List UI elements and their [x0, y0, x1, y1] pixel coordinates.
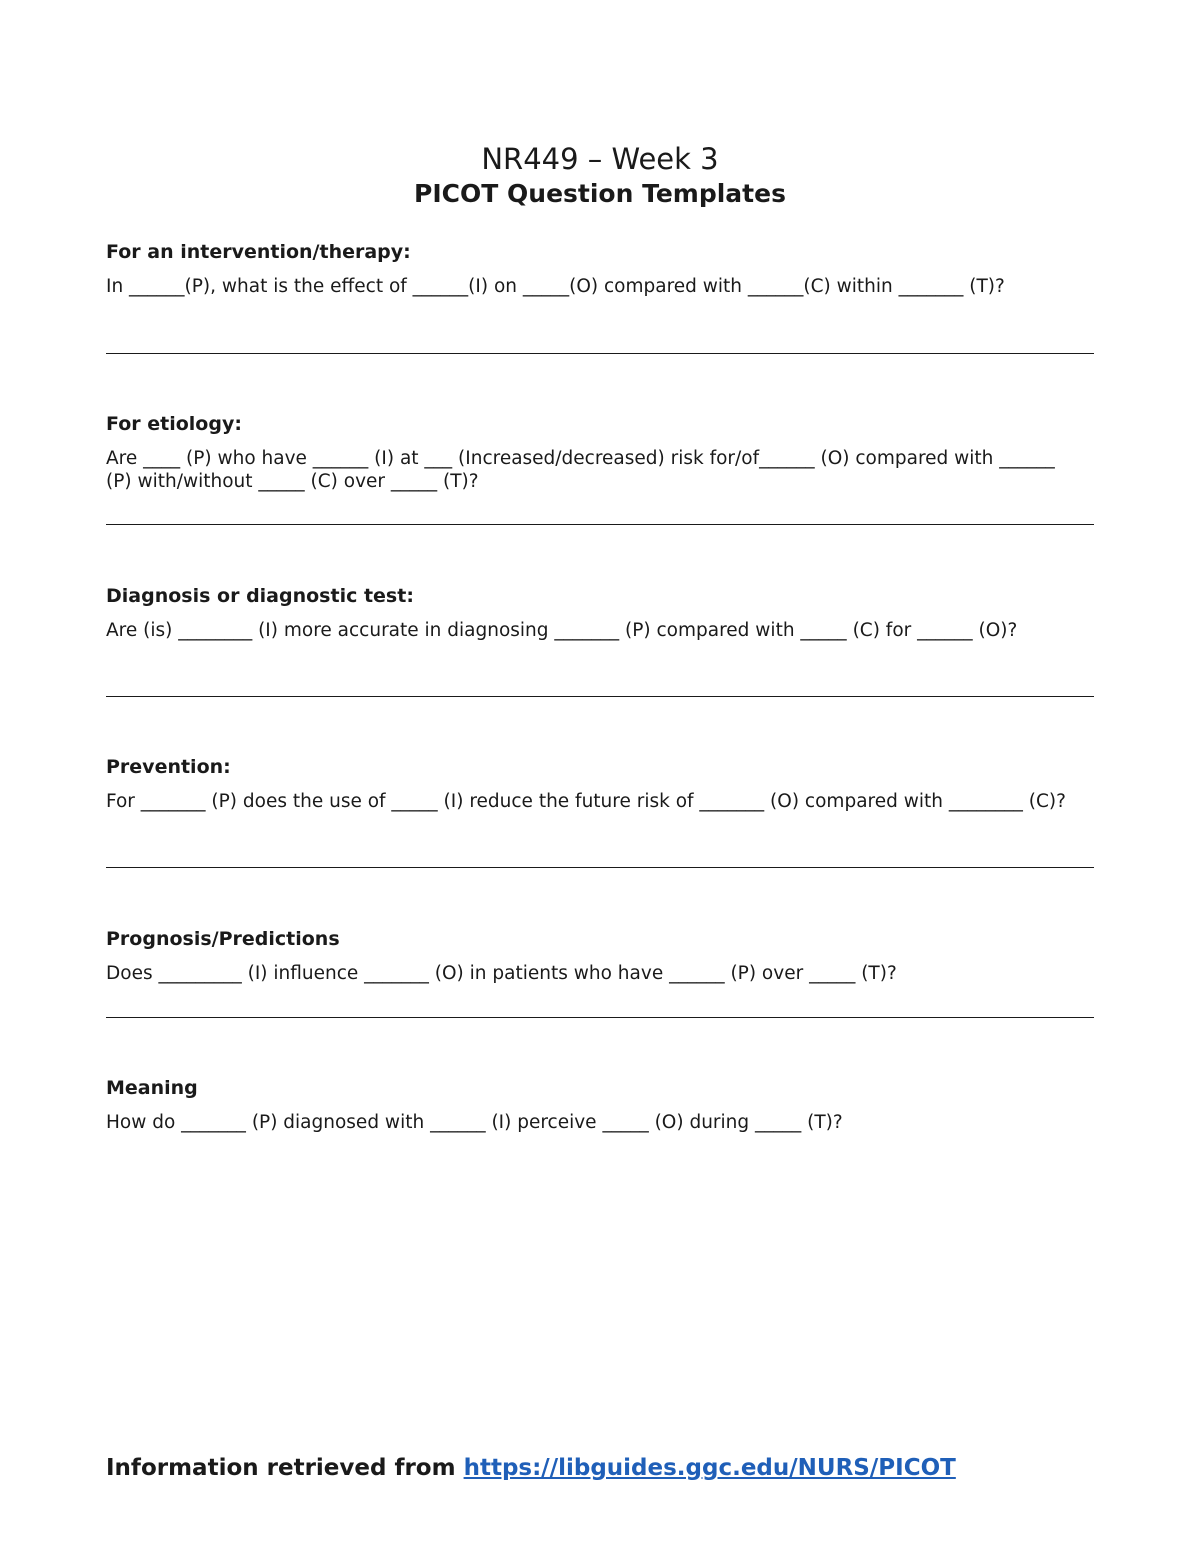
page-subtitle: PICOT Question Templates [414, 179, 786, 208]
divider-line [106, 353, 1094, 354]
section-template-text: How do _______ (P) diagnosed with ______ (I) perceive _____ (O) during _____ (T)? [106, 1112, 843, 1133]
section-heading: Prognosis/Predictions [106, 928, 340, 950]
section-heading: Diagnosis or diagnostic test: [106, 585, 414, 607]
divider-line [106, 1017, 1094, 1018]
section-heading: For etiology: [106, 413, 242, 435]
section-template-text: For _______ (P) does the use of _____ (I) reduce the future risk of _______ (O) compared with ________ (C)? [106, 791, 1066, 812]
section-etiology [106, 411, 1094, 493]
source-citation [106, 1452, 956, 1484]
section-diagnosis [106, 583, 1094, 642]
section-meaning [106, 1075, 1094, 1134]
section-heading: Prevention: [106, 756, 231, 778]
divider-line [106, 524, 1094, 525]
section-heading: Meaning [106, 1077, 198, 1099]
section-prognosis [106, 926, 1094, 985]
section-intervention-therapy [106, 239, 1094, 298]
divider-line [106, 696, 1094, 697]
section-template-text: In ______(P), what is the effect of ______(I) on _____(O) compared with ______(C) within _______ (T)? [106, 276, 1005, 297]
section-template-text: Does _________ (I) influence _______ (O) in patients who have ______ (P) over _____ (T)? [106, 963, 897, 984]
section-template-text: Are (is) ________ (I) more accurate in diagnosing _______ (P) compared with _____ (C) for ______ (O)? [106, 620, 1018, 641]
divider-line [106, 867, 1094, 868]
section-heading: For an intervention/therapy: [106, 241, 411, 263]
source-label: Information retrieved from [106, 1455, 464, 1481]
page-title: NR449 – Week 3 [481, 142, 719, 176]
section-template-text: Are ____ (P) who have ______ (I) at ___ (Increased/decreased) risk for/of______ (O) compared with ______ (P) with/without _____ (C) over _____ (T)? [106, 448, 1055, 492]
source-link[interactable]: https://libguides.ggc.edu/NURS/PICOT [463, 1455, 956, 1481]
section-prevention [106, 754, 1094, 813]
